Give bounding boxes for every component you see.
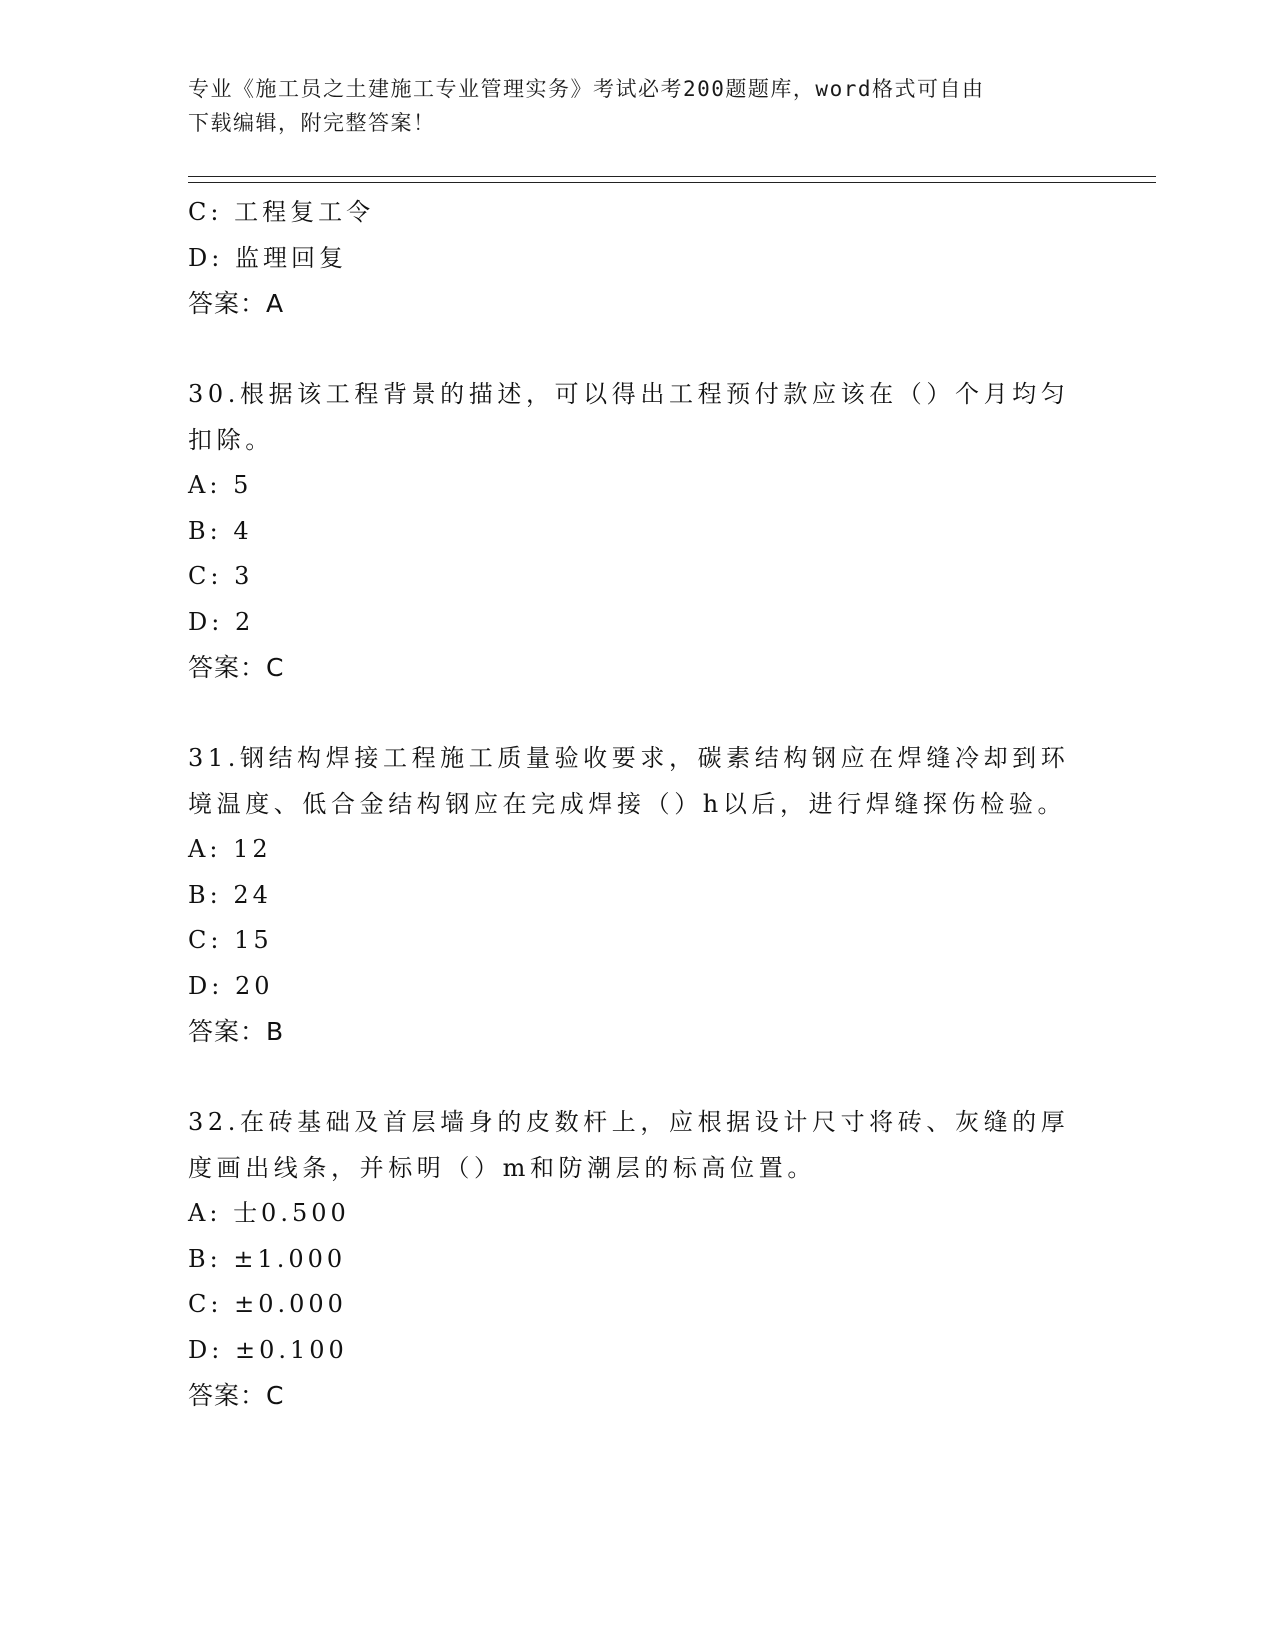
- option-letter: D: [188, 1335, 212, 1364]
- spacer: [188, 691, 1088, 737]
- option-letter: B: [188, 516, 210, 545]
- question-number: 30.: [188, 380, 240, 408]
- question-number: 31.: [188, 744, 240, 772]
- question-text-line-1: 根据该工程背景的描述，可以得出工程预付款应该在（）个月均匀: [239, 380, 1070, 408]
- option-d: D: 20: [188, 971, 274, 1000]
- option-letter: C: [188, 562, 211, 590]
- option-letter: A: [188, 1199, 210, 1227]
- option-letter: C: [188, 926, 211, 954]
- option-text: 监理回复: [234, 243, 347, 272]
- answer-value: A: [266, 289, 285, 318]
- option-letter: B: [188, 1244, 210, 1273]
- question-stem: [188, 736, 1088, 827]
- option-letter: D: [188, 243, 212, 272]
- option-d: D: ±0.100: [188, 1335, 348, 1364]
- question-31: [188, 736, 1088, 1055]
- answer-value: C: [266, 653, 285, 682]
- spacer: [188, 1055, 1088, 1101]
- option-c: C: 工程复工令: [188, 198, 375, 226]
- option-b: B: 4: [188, 516, 253, 545]
- question-text-line-1: 钢结构焊接工程施工质量验收要求，碳素结构钢应在焊缝冷却到环: [239, 744, 1070, 772]
- option-c: C: 15: [188, 926, 273, 954]
- option-text: 20: [234, 971, 274, 1000]
- question-text-line-2: 度画出线条，并标明（）m和防潮层的标高位置。: [188, 1153, 816, 1182]
- answer-label: 答案：: [188, 1381, 267, 1410]
- option-text: 4: [233, 516, 253, 545]
- option-b: B: ±1.000: [188, 1244, 347, 1273]
- question-text-line-1: 在砖基础及首层墙身的皮数杆上，应根据设计尺寸将砖、灰缝的厚: [239, 1108, 1070, 1136]
- continued-question: [188, 190, 1088, 327]
- option-text: 24: [233, 880, 272, 909]
- option-d: D: 监理回复: [188, 243, 347, 272]
- header-line-2: 下载编辑，附完整答案！: [188, 111, 436, 135]
- answer-line: [188, 1009, 1088, 1055]
- option-d: D: 2: [188, 607, 255, 636]
- option-text: ±0.100: [234, 1335, 348, 1364]
- answer-value: B: [266, 1017, 285, 1046]
- answer-label: 答案：: [188, 1017, 267, 1046]
- option-letter: B: [188, 880, 210, 909]
- header-rule-bottom: [188, 182, 1156, 183]
- option-text: 工程复工令: [234, 198, 375, 226]
- option-text: 2: [234, 607, 255, 636]
- question-text-line-2: 扣除。: [188, 425, 274, 454]
- question-stem: [188, 372, 1088, 463]
- option-b: B: 24: [188, 880, 272, 909]
- spacer: [188, 327, 1088, 373]
- option-text: 3: [234, 562, 254, 590]
- option-letter: D: [188, 971, 212, 1000]
- question-30: [188, 372, 1088, 691]
- question-number: 32.: [188, 1108, 240, 1136]
- option-text: 5: [233, 471, 253, 499]
- option-letter: C: [188, 1290, 211, 1318]
- header-rule-top: [188, 176, 1156, 177]
- answer-label: 答案：: [188, 653, 267, 682]
- option-text: 士0.500: [233, 1199, 350, 1227]
- option-text: ±0.000: [234, 1290, 347, 1318]
- answer-line: [188, 281, 1088, 327]
- option-letter: D: [188, 607, 212, 636]
- header-line-1: 专业《施工员之土建施工专业管理实务》考试必考200题题库，word格式可自由: [188, 77, 985, 101]
- document-header: [188, 72, 1068, 140]
- option-a: A: 5: [188, 471, 253, 499]
- question-32: [188, 1100, 1088, 1419]
- option-text: ±1.000: [233, 1244, 347, 1273]
- option-letter: A: [188, 835, 210, 863]
- document-body: [188, 190, 1088, 1419]
- option-letter: A: [188, 471, 210, 499]
- option-c: C: ±0.000: [188, 1290, 347, 1318]
- option-text: 15: [234, 926, 273, 954]
- answer-value: C: [266, 1381, 285, 1410]
- option-text: 12: [233, 835, 272, 863]
- option-c: C: 3: [188, 562, 254, 590]
- option-letter: C: [188, 198, 211, 226]
- question-text-line-2: 境温度、低合金结构钢应在完成焊接（）h以后，进行焊缝探伤检验。: [188, 789, 1067, 818]
- question-stem: [188, 1100, 1088, 1191]
- answer-line: [188, 645, 1088, 691]
- answer-line: [188, 1373, 1088, 1419]
- option-a: A: 士0.500: [188, 1199, 350, 1227]
- option-a: A: 12: [188, 835, 272, 863]
- answer-label: 答案：: [188, 289, 267, 318]
